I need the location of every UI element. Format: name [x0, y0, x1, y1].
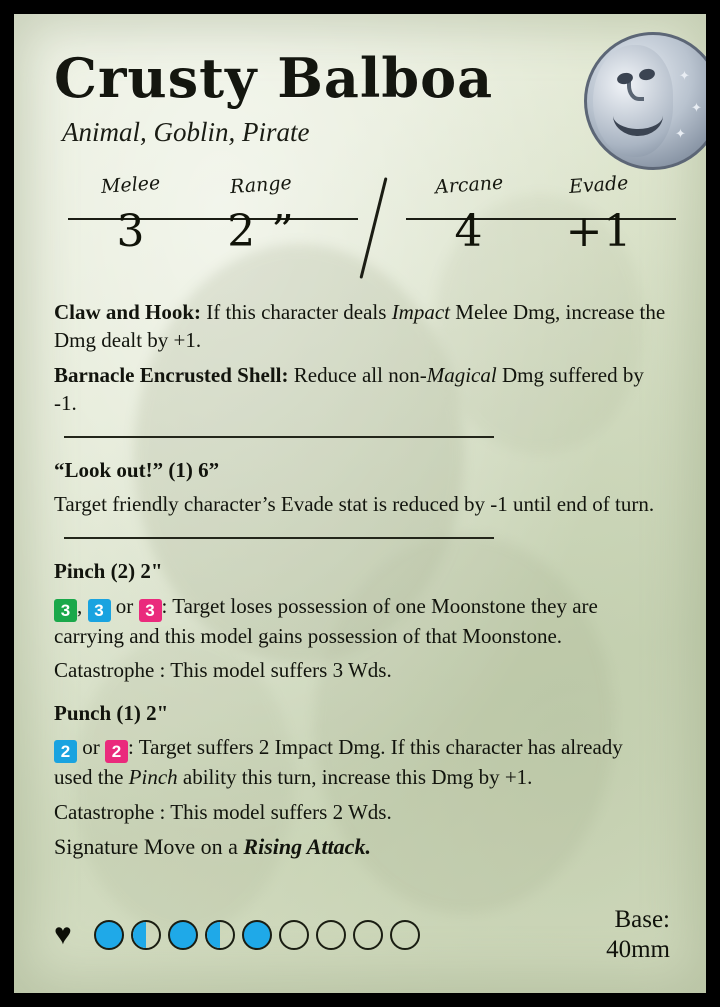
rule-claw-and-hook: [54, 298, 666, 355]
wound-pip[interactable]: [168, 920, 198, 950]
stat-range: [196, 171, 326, 257]
stat-divider-icon: [359, 177, 387, 279]
rule-claw-and-hook-text-2: Melee Dmg, increase the Dmg dealt by +1.: [54, 299, 666, 353]
attack-punch-text: [54, 733, 666, 792]
support-ability-text: Target friendly character’s Evade stat is reduced by -1 until end of turn.: [54, 492, 655, 517]
wound-pip[interactable]: [390, 920, 420, 950]
stat-evade: [534, 171, 664, 257]
attack-punch-effect-emphasis: Pinch: [128, 765, 178, 790]
wound-pip[interactable]: [279, 920, 309, 950]
attack-punch-sep-1: or: [77, 735, 105, 760]
dice-pip-green: 3: [54, 599, 77, 622]
stat-evade-value: +1: [565, 205, 633, 257]
support-ability-title: “Look out!” (1) 6”: [54, 457, 220, 482]
rule-barnacle-shell-text-1: Reduce all non-: [288, 362, 427, 387]
stat-evade-label: Evade: [568, 171, 630, 198]
attack-pinch-sep-1: ,: [77, 593, 88, 618]
wound-pip[interactable]: [353, 920, 383, 950]
attack-punch-effect-2: ability this turn, increase this Dmg by +1.: [177, 765, 533, 790]
rule-barnacle-shell: [54, 361, 666, 418]
attack-punch-effect-1: : Target suffers 2 Impact Dmg. If this character has already used the: [54, 735, 623, 790]
section-divider-1: [64, 436, 494, 438]
attack-punch-title: Punch (1) 2": [54, 700, 169, 725]
dice-pip-blue: 3: [88, 599, 111, 622]
attack-pinch-sep-2: or: [110, 593, 139, 618]
stat-melee-label: Melee: [100, 171, 162, 198]
dice-pip-pink: 3: [139, 599, 162, 622]
attack-pinch-text: [54, 592, 666, 651]
wound-pip[interactable]: [242, 920, 272, 950]
page-title: Crusty Balboa: [54, 46, 494, 110]
dice-pip-blue: 2: [54, 740, 77, 763]
wound-track[interactable]: [94, 920, 420, 950]
base-size-value: 40mm: [606, 936, 670, 963]
signature-move-emphasis: Rising Attack.: [243, 834, 371, 860]
moon-icon: ✦ ✦ ✦: [584, 32, 706, 170]
card-footer: [54, 905, 670, 965]
attack-pinch-effect: : Target loses possession of one Moonstone they are carrying and this model gains possession of that Moonstone.: [54, 593, 598, 648]
wound-pip[interactable]: [131, 920, 161, 950]
attack-pinch-catastrophe: Catastrophe : This model suffers 3 Wds.: [54, 658, 392, 683]
stat-range-label: Range: [229, 171, 293, 198]
dice-pip-pink: 2: [105, 740, 128, 763]
rule-barnacle-shell-text-2: Dmg suffered by -1.: [54, 362, 644, 416]
rule-claw-and-hook-text-1: If this character deals: [201, 299, 392, 324]
section-divider-2: [64, 537, 494, 539]
rule-claw-and-hook-emphasis: Impact: [391, 299, 451, 324]
stat-block: [54, 171, 666, 292]
character-types: Animal, Goblin, Pirate: [62, 116, 310, 147]
stat-melee-value: 3: [116, 205, 146, 257]
base-size: [606, 905, 670, 965]
character-card: [14, 14, 706, 993]
wound-pip[interactable]: [205, 920, 235, 950]
wound-pip[interactable]: [94, 920, 124, 950]
signature-move: [54, 832, 666, 862]
attack-punch-catastrophe: Catastrophe : This model suffers 2 Wds.: [54, 799, 392, 824]
stat-range-value: 2 ”: [227, 205, 295, 257]
rule-claw-and-hook-name: Claw and Hook:: [54, 299, 202, 324]
stat-melee: [66, 171, 196, 257]
stat-arcane-label: Arcane: [434, 171, 504, 199]
attack-pinch-title: Pinch (2) 2": [54, 558, 163, 583]
heart-icon: ♥: [54, 918, 72, 951]
stat-arcane: [404, 171, 534, 257]
rule-barnacle-shell-name: Barnacle Encrusted Shell:: [54, 362, 289, 387]
wound-pip[interactable]: [316, 920, 346, 950]
rule-barnacle-shell-emphasis: Magical: [426, 362, 497, 387]
stat-arcane-value: 4: [454, 205, 484, 257]
base-size-label: Base:: [614, 906, 670, 933]
signature-move-text: Signature Move on a: [54, 834, 244, 860]
